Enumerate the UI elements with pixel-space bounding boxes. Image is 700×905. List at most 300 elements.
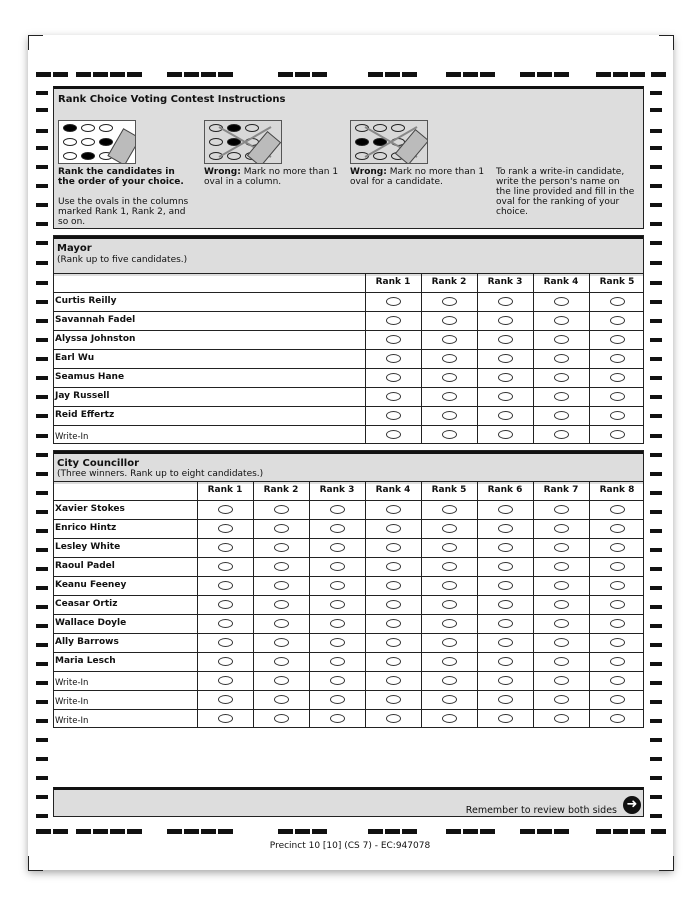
rank-oval[interactable] bbox=[610, 714, 625, 723]
rank-oval[interactable] bbox=[498, 505, 513, 514]
candidate-name: Reid Effertz bbox=[55, 410, 115, 420]
timing-mark bbox=[463, 829, 478, 834]
timing-mark bbox=[650, 453, 662, 457]
rank-oval[interactable] bbox=[498, 581, 513, 590]
rank-oval[interactable] bbox=[498, 714, 513, 723]
rank-oval[interactable] bbox=[498, 562, 513, 571]
council-rank-heading: Rank 4 bbox=[375, 485, 411, 495]
rank-oval[interactable] bbox=[498, 392, 513, 401]
timing-mark bbox=[36, 814, 48, 818]
council-rank-heading: Rank 7 bbox=[543, 485, 579, 495]
mayor-contest bbox=[53, 235, 644, 444]
rank-oval[interactable] bbox=[554, 581, 569, 590]
timing-mark bbox=[36, 319, 48, 323]
timing-mark bbox=[650, 184, 662, 188]
rank-oval[interactable] bbox=[386, 619, 401, 628]
rank-oval[interactable] bbox=[386, 543, 401, 552]
timing-mark bbox=[480, 72, 495, 77]
timing-mark bbox=[36, 395, 48, 399]
column-divider bbox=[309, 481, 310, 728]
timing-mark bbox=[36, 414, 48, 418]
write-in-label: Write-In bbox=[55, 716, 89, 726]
rank-oval[interactable] bbox=[386, 676, 401, 685]
rank-oval[interactable] bbox=[610, 657, 625, 666]
rank-oval[interactable] bbox=[330, 581, 345, 590]
instruction-col1-text: Use the ovals in the columns marked Rank 1, Rank 2, and so on. bbox=[58, 197, 189, 227]
rank-oval[interactable] bbox=[386, 316, 401, 325]
timing-mark bbox=[36, 434, 48, 438]
timing-mark bbox=[650, 434, 662, 438]
timing-mark bbox=[218, 829, 233, 834]
rank-oval[interactable] bbox=[218, 714, 233, 723]
rank-oval[interactable] bbox=[274, 619, 289, 628]
rank-oval[interactable] bbox=[386, 430, 401, 439]
mayor-subtitle: (Rank up to five candidates.) bbox=[57, 255, 188, 265]
timing-mark bbox=[650, 108, 662, 112]
timing-mark bbox=[36, 146, 48, 150]
timing-mark bbox=[36, 776, 48, 780]
rank-oval[interactable] bbox=[442, 316, 457, 325]
rank-oval[interactable] bbox=[274, 657, 289, 666]
timing-mark bbox=[36, 300, 48, 304]
rank-oval[interactable] bbox=[330, 638, 345, 647]
timing-mark bbox=[53, 72, 68, 77]
timing-mark bbox=[36, 129, 48, 133]
timing-mark bbox=[554, 829, 569, 834]
timing-mark bbox=[110, 72, 125, 77]
rank-oval[interactable] bbox=[610, 543, 625, 552]
timing-mark bbox=[650, 203, 662, 207]
rank-oval[interactable] bbox=[386, 714, 401, 723]
timing-mark bbox=[651, 829, 666, 834]
precinct-label: Precinct 10 [10] (CS 7) - EC:947078 bbox=[269, 841, 431, 851]
timing-mark bbox=[480, 829, 495, 834]
corner-mark bbox=[659, 35, 674, 50]
rank-oval[interactable] bbox=[554, 714, 569, 723]
timing-mark bbox=[650, 146, 662, 150]
timing-mark bbox=[446, 72, 461, 77]
timing-mark bbox=[368, 829, 383, 834]
rank-oval[interactable] bbox=[330, 676, 345, 685]
rank-oval[interactable] bbox=[218, 562, 233, 571]
candidate-name: Maria Lesch bbox=[55, 656, 116, 666]
instruction-col3-text: Mark no more than 1 oval for a candidate. bbox=[350, 167, 485, 187]
timing-mark bbox=[463, 72, 478, 77]
timing-mark bbox=[127, 829, 142, 834]
timing-mark bbox=[650, 795, 662, 799]
top-timing-marks bbox=[36, 72, 666, 78]
rank-oval[interactable] bbox=[386, 335, 401, 344]
timing-mark bbox=[650, 681, 662, 685]
rank-oval[interactable] bbox=[610, 335, 625, 344]
timing-mark bbox=[36, 586, 48, 590]
rank-oval[interactable] bbox=[610, 373, 625, 382]
candidate-name: Enrico Hintz bbox=[55, 523, 117, 533]
timing-mark bbox=[650, 376, 662, 380]
candidate-name: Ceasar Ortiz bbox=[55, 599, 118, 609]
timing-mark bbox=[650, 357, 662, 361]
write-in-label: Write-In bbox=[55, 432, 89, 442]
instruction-col4: To rank a write-in candidate, write the person's name on the line provided and fill in the oval for the ranking of your choice. bbox=[496, 167, 635, 217]
column-divider bbox=[253, 481, 254, 728]
rank-oval[interactable] bbox=[498, 335, 513, 344]
timing-mark bbox=[93, 72, 108, 77]
timing-mark bbox=[36, 472, 48, 476]
timing-mark bbox=[650, 776, 662, 780]
timing-mark bbox=[36, 261, 48, 265]
timing-mark bbox=[596, 829, 611, 834]
rank-oval[interactable] bbox=[218, 543, 233, 552]
timing-mark bbox=[650, 319, 662, 323]
rank-oval[interactable] bbox=[442, 638, 457, 647]
timing-mark bbox=[201, 829, 216, 834]
column-divider bbox=[533, 273, 534, 444]
rank-oval[interactable] bbox=[442, 354, 457, 363]
city-councillor-contest bbox=[53, 450, 644, 728]
rank-oval[interactable] bbox=[330, 562, 345, 571]
rank-oval[interactable] bbox=[442, 430, 457, 439]
rank-oval[interactable] bbox=[610, 619, 625, 628]
rank-oval[interactable] bbox=[386, 505, 401, 514]
rank-oval[interactable] bbox=[442, 676, 457, 685]
rank-oval[interactable] bbox=[442, 714, 457, 723]
rank-oval[interactable] bbox=[554, 695, 569, 704]
rank-oval[interactable] bbox=[274, 562, 289, 571]
instruction-col2-text: Mark no more than 1 oval in a column. bbox=[204, 167, 339, 187]
timing-mark bbox=[650, 261, 662, 265]
instruction-col3-bold: Wrong: bbox=[350, 167, 387, 177]
timing-mark bbox=[650, 662, 662, 666]
timing-mark bbox=[36, 453, 48, 457]
timing-mark bbox=[278, 829, 293, 834]
candidate-name: Xavier Stokes bbox=[55, 504, 125, 514]
rank-oval[interactable] bbox=[498, 373, 513, 382]
rank-oval[interactable] bbox=[218, 695, 233, 704]
timing-mark bbox=[650, 165, 662, 169]
timing-mark bbox=[184, 72, 199, 77]
instruction-col1 bbox=[58, 167, 193, 227]
rank-oval[interactable] bbox=[554, 430, 569, 439]
rank-oval[interactable] bbox=[498, 695, 513, 704]
rank-oval[interactable] bbox=[386, 297, 401, 306]
timing-mark bbox=[613, 72, 628, 77]
rank-oval[interactable] bbox=[498, 316, 513, 325]
council-rank-heading: Rank 6 bbox=[487, 485, 523, 495]
example-wrong-column-image bbox=[204, 120, 282, 164]
rank-oval[interactable] bbox=[554, 600, 569, 609]
candidate-name: Raoul Padel bbox=[55, 561, 115, 571]
rank-oval[interactable] bbox=[442, 335, 457, 344]
rank-oval[interactable] bbox=[442, 373, 457, 382]
rank-oval[interactable] bbox=[274, 543, 289, 552]
rank-oval[interactable] bbox=[554, 297, 569, 306]
timing-mark bbox=[36, 91, 48, 95]
rank-oval[interactable] bbox=[498, 657, 513, 666]
timing-mark bbox=[650, 605, 662, 609]
candidate-name: Curtis Reilly bbox=[55, 296, 117, 306]
timing-mark bbox=[385, 829, 400, 834]
candidate-name: Ally Barrows bbox=[55, 637, 119, 647]
council-rank-heading: Rank 5 bbox=[431, 485, 467, 495]
timing-mark bbox=[630, 72, 645, 77]
column-divider bbox=[533, 481, 534, 728]
rank-oval[interactable] bbox=[610, 695, 625, 704]
council-rank-heading: Rank 1 bbox=[207, 485, 243, 495]
rank-oval[interactable] bbox=[610, 638, 625, 647]
rank-oval[interactable] bbox=[498, 676, 513, 685]
rank-oval[interactable] bbox=[610, 411, 625, 420]
rank-oval[interactable] bbox=[498, 524, 513, 533]
timing-mark bbox=[36, 203, 48, 207]
rank-oval[interactable] bbox=[274, 695, 289, 704]
rank-oval[interactable] bbox=[218, 657, 233, 666]
rank-oval[interactable] bbox=[610, 581, 625, 590]
timing-mark bbox=[167, 72, 182, 77]
rank-oval[interactable] bbox=[442, 600, 457, 609]
council-rank-heading: Rank 3 bbox=[319, 485, 355, 495]
mayor-title: Mayor bbox=[57, 243, 92, 254]
timing-mark bbox=[76, 829, 91, 834]
rank-oval[interactable] bbox=[554, 619, 569, 628]
candidate-name: Jay Russell bbox=[55, 391, 110, 401]
timing-mark bbox=[650, 700, 662, 704]
corner-mark bbox=[28, 856, 43, 871]
column-divider bbox=[477, 273, 478, 444]
rank-oval[interactable] bbox=[442, 411, 457, 420]
rank-oval[interactable] bbox=[330, 619, 345, 628]
rank-oval[interactable] bbox=[442, 524, 457, 533]
rank-oval[interactable] bbox=[554, 676, 569, 685]
timing-mark bbox=[36, 738, 48, 742]
timing-mark bbox=[36, 548, 48, 552]
bottom-timing-marks bbox=[36, 829, 666, 835]
arrow-right-icon[interactable]: ➜ bbox=[623, 796, 641, 814]
review-footer bbox=[53, 787, 644, 817]
timing-mark bbox=[36, 165, 48, 169]
instruction-col1-bold: Rank the candidates in the order of your choice. bbox=[58, 167, 184, 187]
rank-oval[interactable] bbox=[442, 619, 457, 628]
rank-oval[interactable] bbox=[274, 524, 289, 533]
timing-mark bbox=[36, 605, 48, 609]
rank-oval[interactable] bbox=[218, 505, 233, 514]
timing-mark bbox=[596, 72, 611, 77]
timing-mark bbox=[184, 829, 199, 834]
candidate-name: Keanu Feeney bbox=[55, 580, 127, 590]
rank-oval[interactable] bbox=[274, 676, 289, 685]
rank-oval[interactable] bbox=[274, 600, 289, 609]
rank-oval[interactable] bbox=[610, 430, 625, 439]
rank-oval[interactable] bbox=[330, 695, 345, 704]
timing-mark bbox=[295, 829, 310, 834]
timing-mark bbox=[650, 241, 662, 245]
rank-oval[interactable] bbox=[498, 354, 513, 363]
rank-oval[interactable] bbox=[554, 524, 569, 533]
council-header bbox=[54, 451, 643, 484]
rank-oval[interactable] bbox=[442, 657, 457, 666]
timing-mark bbox=[650, 300, 662, 304]
rank-oval[interactable] bbox=[442, 505, 457, 514]
timing-mark bbox=[110, 829, 125, 834]
candidate-name: Earl Wu bbox=[55, 353, 95, 363]
mayor-rank-heading: Rank 2 bbox=[431, 277, 467, 287]
timing-mark bbox=[36, 719, 48, 723]
rank-oval[interactable] bbox=[610, 562, 625, 571]
rank-oval[interactable] bbox=[610, 524, 625, 533]
rank-oval[interactable] bbox=[498, 600, 513, 609]
rank-oval[interactable] bbox=[274, 638, 289, 647]
timing-mark bbox=[650, 222, 662, 226]
rank-oval[interactable] bbox=[498, 411, 513, 420]
rank-oval[interactable] bbox=[554, 638, 569, 647]
rank-oval[interactable] bbox=[442, 695, 457, 704]
timing-mark bbox=[537, 72, 552, 77]
timing-mark bbox=[36, 662, 48, 666]
column-divider bbox=[477, 481, 478, 728]
timing-mark bbox=[650, 491, 662, 495]
rank-oval[interactable] bbox=[554, 562, 569, 571]
rank-oval[interactable] bbox=[386, 638, 401, 647]
column-divider bbox=[589, 481, 590, 728]
rank-oval[interactable] bbox=[442, 392, 457, 401]
rank-oval[interactable] bbox=[554, 411, 569, 420]
timing-mark bbox=[312, 829, 327, 834]
rank-oval[interactable] bbox=[554, 335, 569, 344]
timing-mark bbox=[650, 643, 662, 647]
rank-oval[interactable] bbox=[554, 543, 569, 552]
column-divider bbox=[589, 273, 590, 444]
timing-mark bbox=[36, 376, 48, 380]
rank-oval[interactable] bbox=[330, 657, 345, 666]
timing-mark bbox=[36, 108, 48, 112]
rank-oval[interactable] bbox=[386, 562, 401, 571]
rank-oval[interactable] bbox=[442, 581, 457, 590]
rank-oval[interactable] bbox=[218, 619, 233, 628]
rank-oval[interactable] bbox=[330, 505, 345, 514]
timing-mark bbox=[36, 491, 48, 495]
mayor-rank-heading: Rank 4 bbox=[543, 277, 579, 287]
rank-oval[interactable] bbox=[218, 581, 233, 590]
timing-mark bbox=[650, 529, 662, 533]
timing-mark bbox=[520, 829, 535, 834]
rank-oval[interactable] bbox=[330, 524, 345, 533]
timing-mark bbox=[650, 548, 662, 552]
rank-oval[interactable] bbox=[330, 600, 345, 609]
rank-oval[interactable] bbox=[274, 505, 289, 514]
rank-oval[interactable] bbox=[554, 505, 569, 514]
rank-oval[interactable] bbox=[554, 373, 569, 382]
timing-mark bbox=[650, 510, 662, 514]
rank-oval[interactable] bbox=[442, 297, 457, 306]
timing-mark bbox=[36, 829, 51, 834]
timing-mark bbox=[650, 624, 662, 628]
instruction-col2-bold: Wrong: bbox=[204, 167, 241, 177]
rank-oval[interactable] bbox=[386, 600, 401, 609]
rank-oval[interactable] bbox=[610, 676, 625, 685]
rank-oval[interactable] bbox=[554, 316, 569, 325]
timing-mark bbox=[368, 72, 383, 77]
rank-oval[interactable] bbox=[386, 657, 401, 666]
timing-mark bbox=[36, 700, 48, 704]
candidate-name: Wallace Doyle bbox=[55, 618, 127, 628]
timing-mark bbox=[651, 72, 666, 77]
rank-oval[interactable] bbox=[610, 316, 625, 325]
timing-mark bbox=[650, 738, 662, 742]
timing-mark bbox=[36, 72, 51, 77]
rank-oval[interactable] bbox=[386, 695, 401, 704]
rank-oval[interactable] bbox=[498, 297, 513, 306]
rank-oval[interactable] bbox=[386, 524, 401, 533]
timing-mark bbox=[201, 72, 216, 77]
rank-oval[interactable] bbox=[386, 354, 401, 363]
council-title: City Councillor bbox=[57, 458, 140, 469]
rank-oval[interactable] bbox=[218, 676, 233, 685]
column-divider bbox=[365, 273, 366, 444]
rank-oval[interactable] bbox=[386, 411, 401, 420]
timing-mark bbox=[650, 814, 662, 818]
rank-oval[interactable] bbox=[554, 657, 569, 666]
rank-oval[interactable] bbox=[610, 600, 625, 609]
rank-oval[interactable] bbox=[610, 354, 625, 363]
timing-mark bbox=[650, 129, 662, 133]
rank-oval[interactable] bbox=[442, 562, 457, 571]
rank-oval[interactable] bbox=[274, 714, 289, 723]
timing-mark bbox=[650, 567, 662, 571]
timing-mark bbox=[53, 829, 68, 834]
timing-mark bbox=[93, 829, 108, 834]
rank-oval[interactable] bbox=[218, 600, 233, 609]
rank-oval[interactable] bbox=[554, 354, 569, 363]
timing-mark bbox=[650, 395, 662, 399]
rank-oval[interactable] bbox=[498, 430, 513, 439]
rank-oval[interactable] bbox=[386, 392, 401, 401]
timing-mark bbox=[650, 338, 662, 342]
timing-mark bbox=[295, 72, 310, 77]
write-in-label: Write-In bbox=[55, 678, 89, 688]
rank-oval[interactable] bbox=[498, 619, 513, 628]
rank-oval[interactable] bbox=[610, 297, 625, 306]
rank-oval[interactable] bbox=[330, 714, 345, 723]
rank-oval[interactable] bbox=[274, 581, 289, 590]
rank-oval[interactable] bbox=[442, 543, 457, 552]
timing-mark bbox=[650, 757, 662, 761]
timing-mark bbox=[650, 91, 662, 95]
rank-oval[interactable] bbox=[498, 543, 513, 552]
rank-oval[interactable] bbox=[330, 543, 345, 552]
timing-mark bbox=[520, 72, 535, 77]
candidate-name: Lesley White bbox=[55, 542, 121, 552]
timing-mark bbox=[167, 829, 182, 834]
rank-oval[interactable] bbox=[610, 505, 625, 514]
rank-oval[interactable] bbox=[498, 638, 513, 647]
council-rank-heading: Rank 8 bbox=[599, 485, 635, 495]
example-correct-image bbox=[58, 120, 136, 164]
council-subtitle: (Three winners. Rank up to eight candidates.) bbox=[57, 469, 264, 479]
rank-oval[interactable] bbox=[218, 638, 233, 647]
timing-mark bbox=[613, 829, 628, 834]
candidate-name: Seamus Hane bbox=[55, 372, 125, 382]
rank-oval[interactable] bbox=[610, 392, 625, 401]
timing-mark bbox=[36, 241, 48, 245]
mayor-rank-heading: Rank 5 bbox=[599, 277, 635, 287]
rank-oval[interactable] bbox=[554, 392, 569, 401]
rank-oval[interactable] bbox=[218, 524, 233, 533]
rank-oval[interactable] bbox=[386, 373, 401, 382]
instructions-box bbox=[53, 86, 644, 229]
timing-mark bbox=[218, 72, 233, 77]
timing-mark bbox=[630, 829, 645, 834]
timing-mark bbox=[36, 567, 48, 571]
rank-oval[interactable] bbox=[386, 581, 401, 590]
